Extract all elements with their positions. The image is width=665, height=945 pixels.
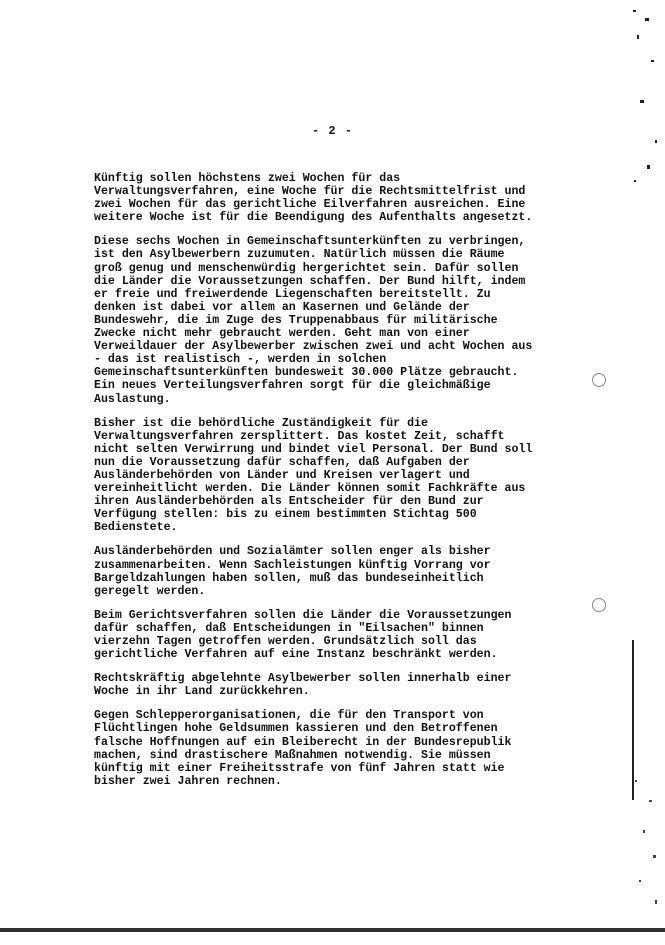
- paragraph-social-offices: Ausländerbehörden und Sozialämter sollen enger als bisher zusammenarbeiten. Wenn Sachleistungen künftig Vorrang vor Bargeldzahlungen haben sollen, muß das bundeseinheitlich geregelt werden.: [94, 545, 491, 598]
- paragraph-court-procedure: Beim Gerichtsverfahren sollen die Länder die Voraussetzungen dafür schaffen, daß Entscheidungen in "Eilsachen" binnen vierzehn Tagen getroffen werden. Grundsätzlich soll das gerichtliche Verfahren auf eine Instanz beschränkt werden.: [94, 608, 512, 662]
- paragraph-authority-responsibility: Bisher ist die behördliche Zuständigkeit für die Verwaltungsverfahren zersplittert. Das kostet Zeit, schafft nicht selten Verwirrung und bindet viel Personal. Der Bund soll nun die Voraussetzung dafür schaffen, daß Aufgaben der Ausländerbehörden von Länder und Kreisen verlagert und vereinheitlicht werden. Die Länder können somit Fachkräfte aus ihren Ausländerbehörden als Entscheider für den Bund zur Verfügung stellen: bis zu einem bestimmten Stichtag 500 Bedienstete.: [94, 416, 533, 535]
- page-number: - 2 -: [311, 124, 353, 138]
- scan-noise-top-right: [625, 0, 665, 200]
- scan-edge-bottom: [0, 928, 665, 932]
- punch-hole-lower: [592, 598, 606, 612]
- paragraph-processing-timeline: Künftig sollen höchstens zwei Wochen für das Verwaltungsverfahren, eine Woche für die Rechtsmittelfrist und zwei Wochen für das gerichtliche Eilverfahren ausreichen. Eine weitere Woche ist für die Beendigung des Aufenthalts angesetzt.: [94, 172, 533, 225]
- document-body: [94, 172, 564, 799]
- scan-noise-bottom-right: [625, 760, 665, 920]
- punch-hole-upper: [592, 373, 606, 387]
- paragraph-smuggling-organisations: Gegen Schlepperorganisationen, die für den Transport von Flüchtlingen hohe Geldsummen kassieren und den Betroffenen falsche Hoffnungen auf ein Bleiberecht in der Bundesrepublik machen, sind drastischere Maßnahmen notwendig. Sie müssen künftig mit einer Freiheitsstrafe von fünf Jahren statt wie bisher zwei Jahren rechnen.: [94, 709, 512, 788]
- paragraph-shared-accommodation: Diese sechs Wochen in Gemeinschaftsunterkünften zu verbringen, ist den Asylbewerbern zuzumuten. Natürlich müssen die Räume groß genug und menschenwürdig hergerichtet sein. Dafür sollen die Länder die Voraussetzungen schaffen. Der Bund hilft, indem er freie und freiwerdende Liegenschaften bereitstellt. Zu denken ist dabei vor allem an Kasernen und Gelände der Bundeswehr, die im Zuge des Truppenabbaus für militärische Zwecke nicht mehr gebraucht werden. Geht man von einer Verweildauer der Asylbewerber zwischen zwei und acht Wochen aus - das ist realistisch -, werden in solchen Gemeinschaftsunterkünften bundesweit 30.000 Plätze gebraucht. Ein neues Verteilungsverfahren sorgt für die gleichmäßige Auslastung.: [94, 235, 533, 406]
- paragraph-rejected-applicants: Rechtskräftig abgelehnte Asylbewerber sollen innerhalb einer Woche in ihr Land zurückkehren.: [94, 672, 512, 699]
